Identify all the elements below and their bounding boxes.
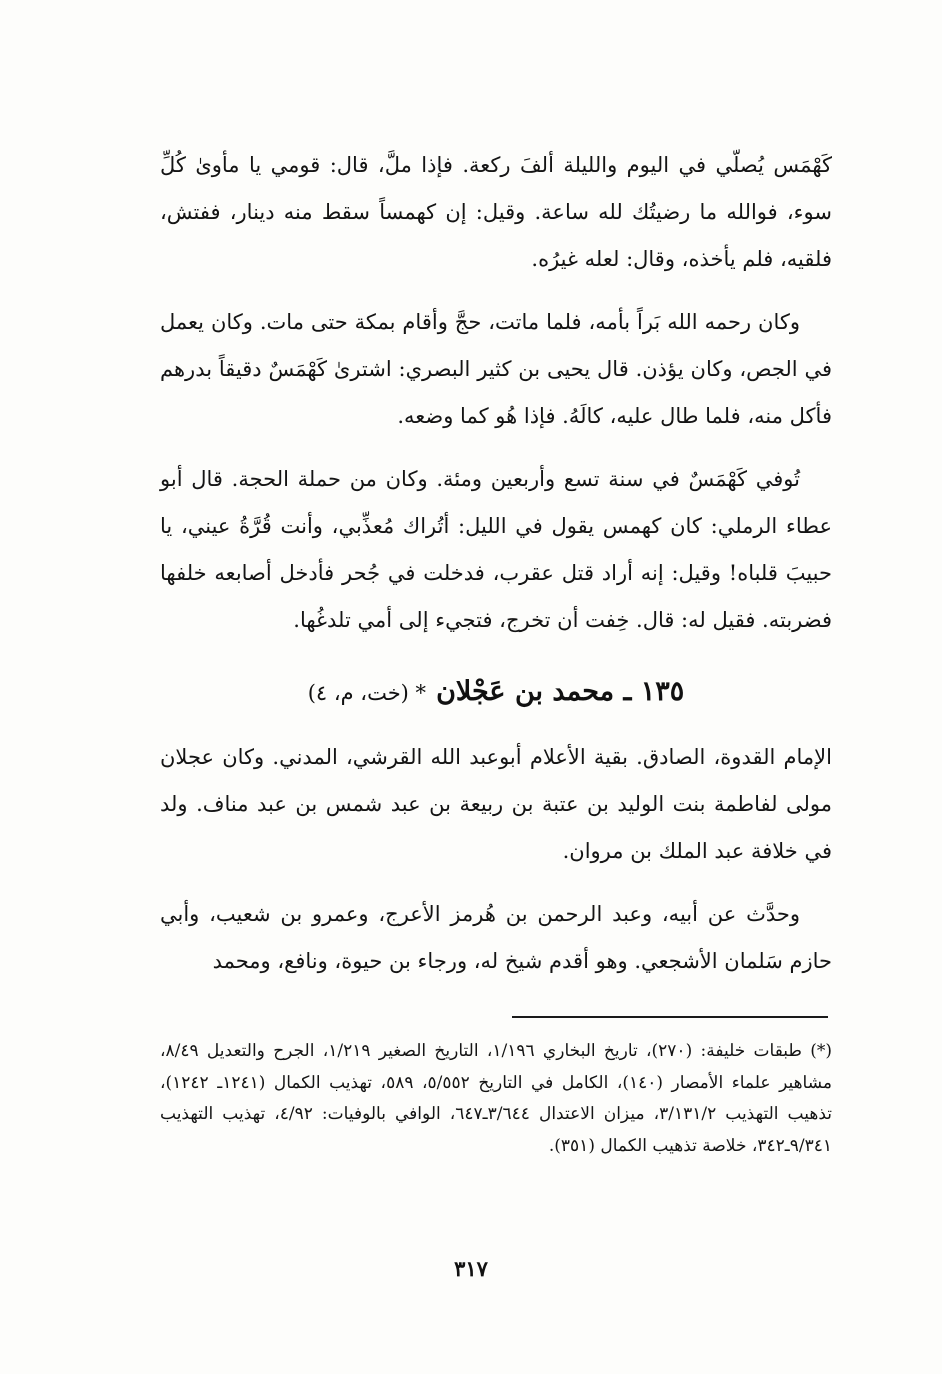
page-number: ٣١٧: [454, 1256, 488, 1281]
lower-text: [160, 734, 832, 985]
upper-text: [160, 142, 832, 644]
paragraph-kahmas-mother: وكان رحمه الله بَراً بأمه، فلما ماتت، حجَّ وأقام بمكة حتى مات. وكان يعمل في الجص، وكان يؤذن. قال يحيى بن كثير البصري: اشترىٰ كَهْمَسٌ دقيقاً بدرهم فأكل منه، فلما طال عليه، كالَهُ. فإذا هُو كما وضعه.: [160, 310, 832, 428]
paragraph-ibn-ajlan-narrators: وحدَّث عن أبيه، وعبد الرحمن بن هُرمز الأعرج، وعمرو بن شعيب، وأبي حازم سَلمان الأشجعي. وهو أقدم شيخ له، ورجاء بن حيوة، ونافع، ومحمد: [160, 902, 832, 973]
paragraph-kahmas-prayer: كَهْمَس يُصلّي في اليوم والليلة ألفَ ركعة. فإذا ملَّ، قال: قومي يا مأوىٰ كُلِّ سوء، فوالله ما رضيتُك لله ساعة. وقيل: إن كهمساً سقط منه دينار، ففتش، فلقيه، فلم يأخذه، وقال: لعله غيرُه.: [160, 153, 832, 271]
paragraph-ibn-ajlan-intro: الإمام القدوة، الصادق. بقية الأعلام أبوعبد الله القرشي، المدني. وكان عجلان مولى لفاطمة بنت الوليد بن عتبة بن ربيعة بن عبد شمس بن عبد مناف. ولد في خلافة عبد الملك بن مروان.: [160, 745, 832, 863]
footnote-divider: [512, 1016, 828, 1018]
footnote-sources: (*) طبقات خليفة: (٢٧٠)، تاريخ البخاري ١/١٩٦، التاريخ الصغير ١/٢١٩، الجرح والتعديل ٨/٤٩، مشاهير علماء الأمصار (١٤٠)، الكامل في التاريخ ٥/٥٥٢، ٥٨٩، تهذيب الكمال (١٢٤١ـ ١٢٤٢)، تذهيب التهذيب ٣/١٣١/٢، ميزان الاعتدال ٣/٦٤٤ـ٦٤٧، الوافي بالوفيات: ٤/٩٢، تهذيب التهذيب ٩/٣٤١ـ٣٤٢، خلاصة تذهيب الكمال (٣٥١).: [160, 1041, 833, 1156]
heading-sigla: * (خت، م، ٤): [307, 681, 427, 705]
paragraph-kahmas-death: تُوفي كَهْمَسٌ في سنة تسع وأربعين ومئة. وكان من حملة الحجة. قال أبو عطاء الرملي: كان كهمس يقول في الليل: أتُراك مُعذِّبي، وأنت قُرَّةُ عيني، يا حبيبَ قلباه! وقيل: إنه أراد قتل عقرب، فدخلت في جُحر فأدخل أصابعه خلفها فضربته. فقيل له: قال. خِفت أن تخرج، فتجيء إلى أمي تلدغُها.: [160, 467, 832, 632]
heading-title: ١٣٥ ـ محمد بن عَجْلان: [436, 676, 685, 707]
biography-heading: [160, 664, 832, 720]
